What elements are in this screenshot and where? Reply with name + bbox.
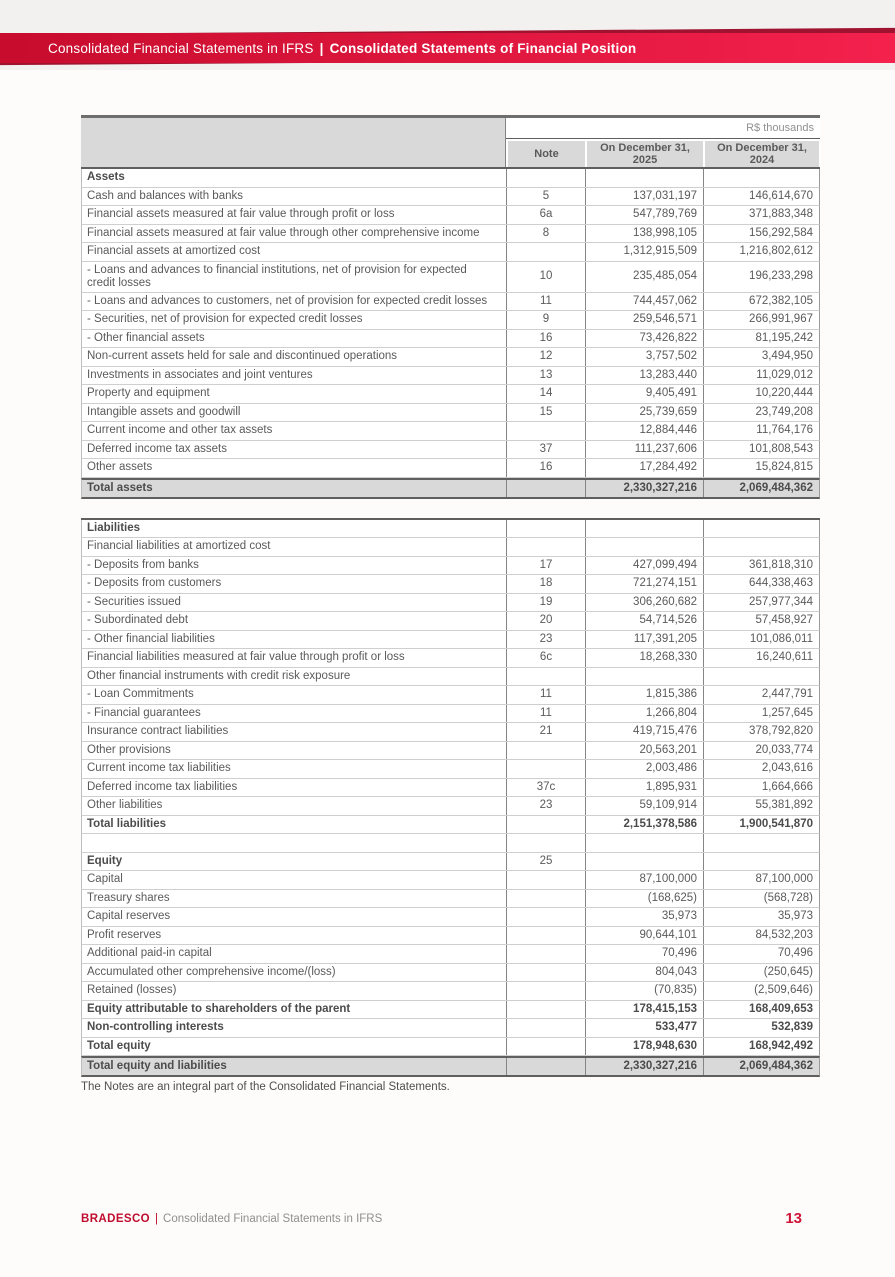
table-row	[81, 668, 820, 687]
table-row	[81, 705, 820, 724]
table-row	[81, 538, 820, 557]
cell-label: Equity attributable to shareholders of the parent	[87, 1002, 351, 1015]
cell-y2025	[585, 169, 703, 187]
cell-note	[506, 1019, 585, 1037]
page-number: 13	[785, 1210, 802, 1227]
cell-y2025: 13,283,440	[585, 367, 703, 385]
cell-label: Other liabilities	[87, 799, 163, 812]
table-row	[81, 1038, 820, 1057]
cell-note: 23	[506, 797, 585, 815]
table-row	[81, 594, 820, 613]
cell-y2025: 2,003,486	[585, 760, 703, 778]
cell-y2025: 2,151,378,586	[585, 816, 703, 834]
cell-y2024: 1,900,541,870	[703, 816, 819, 834]
banner-title-right: Consolidated Statements of Financial Position	[329, 40, 637, 56]
cell-label: Financial liabilities at amortized cost	[87, 540, 271, 553]
column-header-2024: On December 31, 2024	[705, 141, 819, 167]
statement-content	[81, 115, 820, 1093]
table-row	[81, 853, 820, 872]
cell-note: 15	[506, 404, 585, 422]
table-row	[81, 385, 820, 404]
cell-y2024: 532,839	[703, 1019, 819, 1037]
cell-y2025: 178,415,153	[585, 1001, 703, 1019]
cell-note: 37	[506, 441, 585, 459]
cell-y2025: 138,998,105	[585, 225, 703, 243]
brand-name: BRADESCO	[81, 1212, 151, 1225]
cell-note: 9	[506, 311, 585, 329]
cell-y2024: 371,883,348	[703, 206, 819, 224]
cell-y2025: 111,237,606	[585, 441, 703, 459]
cell-label: Additional paid-in capital	[87, 947, 212, 960]
cell-y2024: 11,764,176	[703, 422, 819, 440]
cell-label: Financial assets measured at fair value through profit or loss	[87, 208, 395, 221]
cell-y2025: 1,815,386	[585, 686, 703, 704]
cell-note: 11	[506, 686, 585, 704]
table-row	[81, 478, 820, 499]
footnote: The Notes are an integral part of the Consolidated Financial Statements.	[81, 1081, 450, 1093]
cell-y2024: (568,728)	[703, 890, 819, 908]
cell-y2025: 259,546,571	[585, 311, 703, 329]
cell-y2024: 84,532,203	[703, 927, 819, 945]
cell-label: - Deposits from customers	[87, 577, 222, 590]
table-row	[81, 459, 820, 478]
column-header-2025: On December 31, 2025	[587, 141, 703, 167]
cell-y2024: 3,494,950	[703, 348, 819, 366]
table-row	[81, 1056, 820, 1077]
cell-y2024: 101,086,011	[703, 631, 819, 649]
cell-y2024: 20,033,774	[703, 742, 819, 760]
cell-y2025: 20,563,201	[585, 742, 703, 760]
banner-title-left: Consolidated Financial Statements in IFRS	[48, 40, 314, 56]
cell-y2025: 90,644,101	[585, 927, 703, 945]
cell-y2024: 1,664,666	[703, 779, 819, 797]
cell-y2024: 146,614,670	[703, 188, 819, 206]
table-row	[81, 723, 820, 742]
cell-y2025	[585, 538, 703, 556]
cell-label: Assets	[87, 171, 125, 184]
cell-label: - Other financial assets	[87, 331, 205, 344]
cell-y2025: 721,274,151	[585, 575, 703, 593]
table-row	[81, 188, 820, 207]
cell-y2024: 196,233,298	[703, 262, 819, 292]
cell-y2024: 87,100,000	[703, 871, 819, 889]
cell-y2024: 35,973	[703, 908, 819, 926]
cell-note	[506, 1038, 585, 1056]
cell-label: Financial liabilities measured at fair value through profit or loss	[87, 651, 405, 664]
cell-note: 21	[506, 723, 585, 741]
cell-y2025: 73,426,822	[585, 330, 703, 348]
cell-y2024: 257,977,344	[703, 594, 819, 612]
column-header-note: Note	[508, 141, 585, 167]
table-row	[81, 441, 820, 460]
cell-label: Other financial instruments with credit risk exposure	[87, 669, 351, 682]
table-row	[81, 612, 820, 631]
table-row	[81, 742, 820, 761]
cell-label: Financial assets measured at fair value through other comprehensive income	[87, 226, 480, 239]
table-row	[81, 367, 820, 386]
cell-y2025: 137,031,197	[585, 188, 703, 206]
page-footer	[81, 1210, 814, 1227]
cell-label: Non-current assets held for sale and discontinued operations	[87, 350, 398, 363]
cell-y2024: 15,824,815	[703, 459, 819, 477]
cell-y2025: 9,405,491	[585, 385, 703, 403]
cell-y2024	[703, 668, 819, 686]
table-row	[81, 293, 820, 312]
cell-note	[506, 480, 585, 497]
cell-label: Retained (losses)	[87, 984, 177, 997]
table-row	[81, 890, 820, 909]
cell-y2025: (70,835)	[585, 982, 703, 1000]
cell-y2024	[703, 538, 819, 556]
cell-note	[506, 871, 585, 889]
cell-label: Capital reserves	[87, 910, 171, 923]
cell-y2025: 54,714,526	[585, 612, 703, 630]
cell-y2024: 11,029,012	[703, 367, 819, 385]
cell-y2024: 361,818,310	[703, 557, 819, 575]
cell-note	[506, 908, 585, 926]
cell-label: - Other financial liabilities	[87, 632, 215, 645]
table-row	[81, 982, 820, 1001]
cell-note	[506, 816, 585, 834]
cell-y2025: 744,457,062	[585, 293, 703, 311]
cell-y2025: 18,268,330	[585, 649, 703, 667]
cell-y2024: 10,220,444	[703, 385, 819, 403]
cell-y2025	[585, 834, 703, 852]
cell-y2024: 378,792,820	[703, 723, 819, 741]
table-row	[81, 834, 820, 853]
cell-y2024: 672,382,105	[703, 293, 819, 311]
cell-note: 8	[506, 225, 585, 243]
cell-note: 17	[506, 557, 585, 575]
table-row	[81, 311, 820, 330]
cell-y2024: 16,240,611	[703, 649, 819, 667]
cell-note: 25	[506, 853, 585, 871]
cell-note: 23	[506, 631, 585, 649]
cell-y2025: 59,109,914	[585, 797, 703, 815]
cell-label: Total equity and liabilities	[87, 1060, 227, 1072]
cell-note	[506, 538, 585, 556]
cell-label: Deferred income tax assets	[87, 442, 227, 455]
table-row	[81, 686, 820, 705]
table-row	[81, 649, 820, 668]
cell-y2025: 547,789,769	[585, 206, 703, 224]
cell-y2024: 1,216,802,612	[703, 243, 819, 261]
cell-label: - Loan Commitments	[87, 688, 194, 701]
cell-label: Other assets	[87, 461, 153, 474]
cell-y2024: (250,645)	[703, 964, 819, 982]
cell-label: Intangible assets and goodwill	[87, 405, 241, 418]
cell-label: Investments in associates and joint ventures	[87, 368, 313, 381]
cell-note	[506, 243, 585, 261]
cell-y2025: 1,266,804	[585, 705, 703, 723]
cell-y2024: 81,195,242	[703, 330, 819, 348]
cell-label: Current income tax liabilities	[87, 762, 231, 775]
cell-note	[506, 927, 585, 945]
cell-label: Other provisions	[87, 743, 171, 756]
cell-note: 18	[506, 575, 585, 593]
cell-label: - Financial guarantees	[87, 706, 201, 719]
table-row	[81, 169, 820, 188]
cell-note: 6a	[506, 206, 585, 224]
cell-note	[506, 982, 585, 1000]
cell-label	[82, 834, 506, 852]
cell-y2024: 57,458,927	[703, 612, 819, 630]
cell-note	[506, 890, 585, 908]
cell-label: Total liabilities	[87, 817, 167, 830]
cell-note: 19	[506, 594, 585, 612]
cell-y2025: 306,260,682	[585, 594, 703, 612]
cell-note: 37c	[506, 779, 585, 797]
banner-separator: |	[319, 40, 324, 56]
cell-label: Property and equipment	[87, 387, 210, 400]
cell-y2025: 419,715,476	[585, 723, 703, 741]
cell-y2025	[585, 668, 703, 686]
cell-note: 16	[506, 330, 585, 348]
table-row	[81, 1019, 820, 1038]
cell-y2025: 533,477	[585, 1019, 703, 1037]
cell-y2025: 17,284,492	[585, 459, 703, 477]
cell-note	[506, 742, 585, 760]
cell-y2025: 1,895,931	[585, 779, 703, 797]
cell-y2025: 3,757,502	[585, 348, 703, 366]
cell-y2025: 35,973	[585, 908, 703, 926]
cell-y2024	[703, 853, 819, 871]
table-row	[81, 816, 820, 835]
cell-y2025: 1,312,915,509	[585, 243, 703, 261]
cell-y2024: 266,991,967	[703, 311, 819, 329]
table-row	[81, 779, 820, 798]
cell-label: Capital	[87, 873, 123, 886]
cell-label: - Securities, net of provision for expected credit losses	[87, 313, 363, 326]
cell-note	[506, 964, 585, 982]
banner-area	[0, 0, 895, 70]
cell-y2024: 70,496	[703, 945, 819, 963]
cell-y2025: 804,043	[585, 964, 703, 982]
cell-label: Total assets	[87, 481, 153, 494]
table-row	[81, 520, 820, 539]
cell-label: Equity	[87, 854, 123, 867]
table-row	[81, 760, 820, 779]
table-header-empty-cell	[81, 118, 506, 167]
cell-y2025	[585, 853, 703, 871]
cell-y2024	[703, 834, 819, 852]
cell-y2024: 101,808,543	[703, 441, 819, 459]
cell-label: - Securities issued	[87, 595, 181, 608]
table-row	[81, 871, 820, 890]
table-row	[81, 797, 820, 816]
cell-note: 11	[506, 293, 585, 311]
cell-y2024	[703, 169, 819, 187]
cell-label: Non-controlling interests	[87, 1021, 224, 1034]
table-row	[81, 225, 820, 244]
cell-label: - Subordinated debt	[87, 614, 189, 627]
cell-label: Financial assets at amortized cost	[87, 245, 261, 258]
table-row	[81, 908, 820, 927]
assets-table-body	[81, 169, 820, 499]
footer-left	[81, 1213, 382, 1225]
page-header-banner	[0, 33, 895, 63]
cell-label: Deferred income tax liabilities	[87, 780, 238, 793]
cell-note	[506, 1058, 585, 1075]
cell-label: Current income and other tax assets	[87, 424, 273, 437]
cell-y2025: 87,100,000	[585, 871, 703, 889]
cell-y2025: 235,485,054	[585, 262, 703, 292]
cell-note: 12	[506, 348, 585, 366]
cell-note	[506, 1001, 585, 1019]
table-row	[81, 206, 820, 225]
table-row	[81, 575, 820, 594]
liabilities-equity-table-body	[81, 520, 820, 1078]
cell-note: 10	[506, 262, 585, 292]
cell-note: 16	[506, 459, 585, 477]
cell-y2025: 70,496	[585, 945, 703, 963]
cell-y2024: 23,749,208	[703, 404, 819, 422]
cell-y2024: 1,257,645	[703, 705, 819, 723]
cell-label: Profit reserves	[87, 928, 162, 941]
table-row	[81, 422, 820, 441]
cell-note	[506, 945, 585, 963]
cell-label: - Loans and advances to financial institutions, net of provision for expected credit losses	[87, 263, 467, 289]
cell-note	[506, 520, 585, 538]
table-row	[81, 348, 820, 367]
cell-y2025: 178,948,630	[585, 1038, 703, 1056]
cell-label: Accumulated other comprehensive income/(loss)	[87, 965, 336, 978]
cell-y2024	[703, 520, 819, 538]
cell-note: 14	[506, 385, 585, 403]
cell-note	[506, 760, 585, 778]
cell-note: 20	[506, 612, 585, 630]
table-row	[81, 557, 820, 576]
cell-y2024: 2,069,484,362	[703, 480, 819, 497]
footer-separator: |	[155, 1212, 159, 1225]
unit-label: R$ thousands	[506, 118, 820, 139]
cell-note	[506, 834, 585, 852]
cell-y2024: 55,381,892	[703, 797, 819, 815]
table-row	[81, 927, 820, 946]
cell-y2024: (2,509,646)	[703, 982, 819, 1000]
cell-y2025	[585, 520, 703, 538]
cell-y2024: 2,447,791	[703, 686, 819, 704]
table-row	[81, 404, 820, 423]
assets-table	[81, 115, 820, 499]
cell-label: Liabilities	[87, 521, 141, 534]
cell-note: 11	[506, 705, 585, 723]
cell-y2025: 2,330,327,216	[585, 480, 703, 497]
table-row	[81, 1001, 820, 1020]
cell-y2024: 2,043,616	[703, 760, 819, 778]
table-row	[81, 631, 820, 650]
cell-y2025: 427,099,494	[585, 557, 703, 575]
table-row	[81, 964, 820, 983]
cell-label: Treasury shares	[87, 891, 170, 904]
cell-note	[506, 169, 585, 187]
cell-y2024: 168,409,653	[703, 1001, 819, 1019]
cell-y2025: 2,330,327,216	[585, 1058, 703, 1075]
cell-label: - Deposits from banks	[87, 558, 199, 571]
cell-y2025: 117,391,205	[585, 631, 703, 649]
cell-note	[506, 668, 585, 686]
table-row	[81, 243, 820, 262]
cell-y2024: 156,292,584	[703, 225, 819, 243]
table-header-right	[506, 118, 820, 167]
cell-note	[506, 422, 585, 440]
cell-label: - Loans and advances to customers, net of provision for expected credit losses	[87, 294, 488, 307]
cell-label: Cash and balances with banks	[87, 189, 243, 202]
cell-y2025: (168,625)	[585, 890, 703, 908]
cell-note: 13	[506, 367, 585, 385]
table-row	[81, 330, 820, 349]
cell-y2025: 25,739,659	[585, 404, 703, 422]
cell-y2025: 12,884,446	[585, 422, 703, 440]
cell-note: 5	[506, 188, 585, 206]
column-headers	[506, 139, 820, 167]
table-header	[81, 115, 820, 169]
footer-title: Consolidated Financial Statements in IFRS	[163, 1212, 383, 1225]
table-row	[81, 945, 820, 964]
liabilities-equity-table	[81, 518, 820, 1078]
cell-label: Insurance contract liabilities	[87, 725, 229, 738]
cell-label: Total equity	[87, 1039, 151, 1052]
table-row	[81, 262, 820, 293]
cell-note: 6c	[506, 649, 585, 667]
cell-y2024: 2,069,484,362	[703, 1058, 819, 1075]
cell-y2024: 168,942,492	[703, 1038, 819, 1056]
cell-y2024: 644,338,463	[703, 575, 819, 593]
